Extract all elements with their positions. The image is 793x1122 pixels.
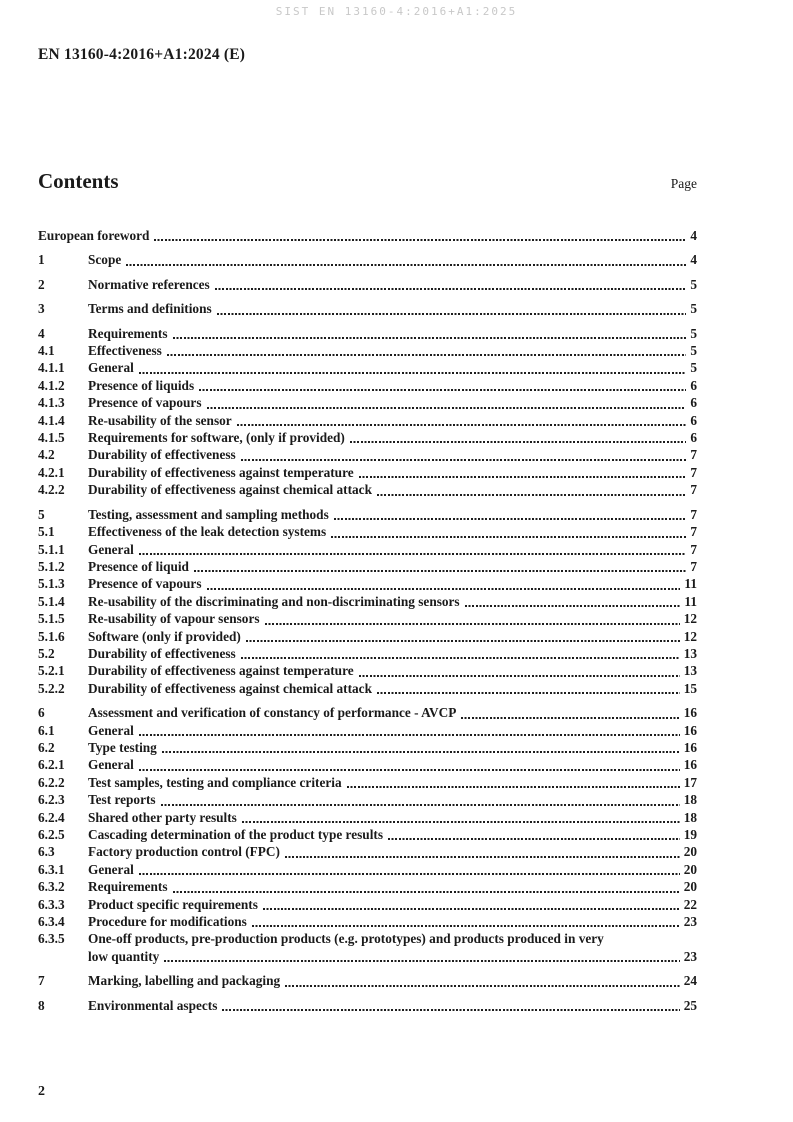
toc-leader-dots <box>139 734 680 736</box>
toc-entry-number: 5.1 <box>38 524 55 540</box>
toc-entry-number: 6.3.3 <box>38 896 65 912</box>
toc-entry-number: 4.1.1 <box>38 360 65 376</box>
toc-leader-dots <box>139 372 687 374</box>
toc-leader-dots <box>461 717 679 719</box>
toc-entry-number: 5.1.6 <box>38 628 65 644</box>
toc-leader-dots <box>217 313 687 315</box>
toc-entry-title: Test reports <box>88 792 156 808</box>
contents-header <box>38 169 697 194</box>
toc-entry-title: Cascading determination of the product type results <box>88 827 383 842</box>
toc-leader-dots <box>246 640 680 642</box>
toc-leader-dots <box>285 985 680 987</box>
toc-entry <box>38 645 697 662</box>
toc-entry-title: European foreword <box>38 228 150 243</box>
toc-entry <box>38 541 697 558</box>
toc-entry-title: Product specific requirements <box>88 896 258 912</box>
toc-entry <box>38 809 697 826</box>
toc-entry-title: Assessment and verification of constancy of performance - AVCP <box>88 705 457 721</box>
toc-entry-page: 25 <box>683 997 697 1013</box>
toc-leader-dots <box>377 692 680 694</box>
toc-entry-number: 6 <box>38 705 45 721</box>
toc-entry <box>38 774 697 791</box>
toc-entry-number: 6.2.4 <box>38 809 65 825</box>
toc-leader-dots <box>241 459 687 461</box>
toc-entry-page: 5 <box>690 276 697 292</box>
toc-entry-page: 23 <box>683 914 697 930</box>
toc-entry <box>38 412 697 429</box>
toc-entry <box>38 791 697 808</box>
toc-entry-page: 12 <box>683 628 697 644</box>
toc-entry-page: 7 <box>690 558 697 574</box>
toc-leader-dots <box>139 873 680 875</box>
toc-entry-page: 17 <box>683 774 697 790</box>
toc-entry-title: Durability of effectiveness <box>88 447 236 463</box>
toc-leader-dots <box>139 769 680 771</box>
toc-entry-page: 5 <box>690 325 697 341</box>
toc-entry <box>38 377 697 394</box>
toc-entry-number: 6.2.5 <box>38 827 65 842</box>
toc-entry-number: 4.1.4 <box>38 412 65 428</box>
toc-entry-page: 16 <box>683 739 697 755</box>
toc-entry <box>38 997 697 1014</box>
toc-entry <box>38 704 697 721</box>
toc-entry <box>38 523 697 540</box>
toc-leader-dots <box>154 239 686 241</box>
toc-entry <box>38 896 697 913</box>
toc-leader-dots <box>162 751 680 753</box>
toc-entry-page: 19 <box>683 827 697 842</box>
toc-entry-title: Re-usability of the discriminating and non-discriminating sensors <box>88 593 460 609</box>
toc-entry-number: 4 <box>38 325 45 341</box>
toc-entry-title: Presence of liquid <box>88 558 189 574</box>
toc-entry <box>38 722 697 739</box>
toc-entry-title: Effectiveness of the leak detection systems <box>88 524 327 540</box>
toc-entry-page: 6 <box>690 412 697 428</box>
toc-entry-number: 6.3 <box>38 844 55 860</box>
toc-entry-page: 4 <box>690 252 697 268</box>
toc-leader-dots <box>167 354 686 356</box>
toc-leader-dots <box>173 891 680 893</box>
toc-entry-title: Scope <box>88 252 122 268</box>
toc-entry-title: Durability of effectiveness against chemical attack <box>88 482 372 498</box>
toc-entry-page: 22 <box>683 896 697 912</box>
toc-leader-dots <box>359 476 687 478</box>
toc-entry <box>38 593 697 610</box>
toc-entry-number: 3 <box>38 301 45 317</box>
toc-entry-title: Testing, assessment and sampling methods <box>88 506 329 522</box>
toc-entry <box>38 913 697 930</box>
toc-entry-title: General <box>88 861 134 877</box>
toc-entry-number: 6.3.2 <box>38 879 65 895</box>
page-column-label: Page <box>670 176 697 191</box>
watermark-header: SIST EN 13160-4:2016+A1:2025 <box>275 5 518 18</box>
toc-leader-dots <box>377 494 686 496</box>
toc-leader-dots <box>388 838 680 840</box>
toc-entry-page: 23 <box>683 948 697 964</box>
toc-entry <box>38 251 697 268</box>
toc-entry-page: 18 <box>683 792 697 808</box>
toc-entry-page: 18 <box>683 809 697 825</box>
toc-entry <box>38 861 697 878</box>
toc-entry-title: Durability of effectiveness against chemical attack <box>88 680 372 696</box>
toc-entry-number: 6.3.4 <box>38 914 65 930</box>
toc-entry-page: 6 <box>690 377 697 393</box>
toc-leader-dots <box>242 821 680 823</box>
toc-entry-title: Presence of vapours <box>88 576 202 592</box>
toc-entry-number: 5 <box>38 506 45 522</box>
toc-leader-dots <box>194 570 686 572</box>
toc-leader-dots <box>215 288 687 290</box>
toc-entry-title: Durability of effectiveness <box>88 645 236 661</box>
toc-entry-page: 20 <box>683 879 697 895</box>
toc-entry <box>38 325 697 342</box>
document-reference: EN 13160-4:2016+A1:2024 (E) <box>38 46 246 63</box>
toc-entry-title: Re-usability of vapour sensors <box>88 611 260 627</box>
toc-entry-number: 4.1.2 <box>38 377 65 393</box>
toc-entry-number: 5.1.2 <box>38 558 65 574</box>
toc-entry <box>38 464 697 481</box>
toc-entry-number: 6.1 <box>38 722 55 738</box>
toc-entry-title: Durability of effectiveness against temperature <box>88 663 354 679</box>
toc-entry-title: One-off products, pre-production products (e.g. prototypes) and products produced in very <box>88 931 604 947</box>
toc-entry-page: 11 <box>684 576 697 592</box>
toc-entry <box>38 359 697 376</box>
toc-entry <box>38 276 697 293</box>
toc-entry-number: 6.2.1 <box>38 757 65 773</box>
toc-entry <box>38 506 697 523</box>
toc-entry-page: 7 <box>690 482 697 498</box>
toc-entry <box>38 227 697 244</box>
toc-entry-page: 11 <box>684 593 697 609</box>
toc-entry-title: Shared other party results <box>88 809 237 825</box>
toc-entry-title: Type testing <box>88 739 157 755</box>
toc-leader-dots <box>285 856 680 858</box>
toc-entry-title: Requirements for software, (only if provided) <box>88 430 345 446</box>
toc-entry-number: 4.1.5 <box>38 430 65 446</box>
toc-leader-dots <box>173 337 687 339</box>
toc-leader-dots <box>331 536 686 538</box>
toc-entry-page: 20 <box>683 844 697 860</box>
toc-entry <box>38 429 697 446</box>
toc-entry-page: 5 <box>690 301 697 317</box>
toc-list <box>38 220 697 1014</box>
toc-entry-title: Factory production control (FPC) <box>88 844 280 860</box>
toc-leader-dots <box>207 588 681 590</box>
toc-entry <box>38 662 697 679</box>
toc-entry <box>38 680 697 697</box>
toc-entry-number: 5.2.1 <box>38 663 65 679</box>
toc-entry-number: 6.2 <box>38 739 55 755</box>
toc-entry-number: 5.1.4 <box>38 593 65 609</box>
toc-entry-page: 16 <box>683 757 697 773</box>
toc-entry <box>38 628 697 645</box>
toc-entry-number: 4.1.3 <box>38 395 65 411</box>
toc-entry <box>38 826 697 843</box>
toc-leader-dots <box>347 786 680 788</box>
toc-entry <box>38 756 697 773</box>
toc-entry-title: Effectiveness <box>88 343 162 359</box>
toc-entry-number: 4.2.1 <box>38 464 65 480</box>
toc-entry-title: Durability of effectiveness against temperature <box>88 464 354 480</box>
toc-leader-dots <box>139 553 687 555</box>
toc-entry-number: 1 <box>38 252 45 268</box>
toc-leader-dots <box>126 264 686 266</box>
toc-entry-page: 7 <box>690 524 697 540</box>
toc-entry-page: 6 <box>690 395 697 411</box>
toc-leader-dots <box>241 657 680 659</box>
contents-heading: Contents <box>38 169 119 193</box>
toc-entry-number: 5.2 <box>38 645 55 661</box>
toc-entry-page: 7 <box>690 464 697 480</box>
toc-entry-title: Environmental aspects <box>88 997 218 1013</box>
toc-entry-title: low quantity <box>88 948 160 964</box>
toc-entry-page: 7 <box>690 447 697 463</box>
toc-entry <box>38 878 697 895</box>
toc-entry-number: 7 <box>38 973 45 989</box>
toc-entry-number: 4.2 <box>38 447 55 463</box>
toc-leader-dots <box>465 605 681 607</box>
toc-leader-dots <box>265 623 680 625</box>
toc-leader-dots <box>350 441 687 443</box>
page-number: 2 <box>38 1084 45 1099</box>
toc-entry <box>38 972 697 989</box>
toc-entry-page: 13 <box>683 645 697 661</box>
toc-entry-number: 4.2.2 <box>38 482 65 498</box>
toc-entry-title: Test samples, testing and compliance criteria <box>88 774 342 790</box>
toc-entry-title: Requirements <box>88 325 168 341</box>
toc-entry <box>38 300 697 317</box>
toc-entry <box>38 610 697 627</box>
toc-entry-title: Software (only if provided) <box>88 628 241 644</box>
toc-entry-page: 24 <box>683 973 697 989</box>
toc-entry-title: Presence of vapours <box>88 395 202 411</box>
toc-entry <box>38 739 697 756</box>
toc-entry-title: Marking, labelling and packaging <box>88 973 281 989</box>
toc-entry <box>38 481 697 498</box>
toc-entry-page: 15 <box>683 680 697 696</box>
toc-entry-page: 6 <box>690 430 697 446</box>
toc-entry-number: 6.2.3 <box>38 792 65 808</box>
toc-leader-dots <box>263 908 680 910</box>
toc-entry-number: 8 <box>38 997 45 1013</box>
toc-entry-title: Normative references <box>88 276 210 292</box>
toc-entry-page: 16 <box>683 722 697 738</box>
toc-entry-title: Requirements <box>88 879 168 895</box>
toc-entry-title: General <box>88 360 134 376</box>
toc-entry-title: Procedure for modifications <box>88 914 247 930</box>
toc-entry-page: 5 <box>690 343 697 359</box>
toc-leader-dots <box>252 925 680 927</box>
toc-entry-page: 20 <box>683 861 697 877</box>
toc-entry <box>38 843 697 860</box>
toc-leader-dots <box>199 389 686 391</box>
toc-entry-number: 5.1.1 <box>38 541 65 557</box>
toc-entry-page: 7 <box>690 506 697 522</box>
toc-entry-page: 5 <box>690 360 697 376</box>
toc-entry-title: Re-usability of the sensor <box>88 412 232 428</box>
toc-leader-dots <box>359 675 680 677</box>
toc-entry <box>38 446 697 463</box>
toc-entry-number: 2 <box>38 276 45 292</box>
toc-entry <box>38 930 697 965</box>
toc-leader-dots <box>207 407 687 409</box>
toc-entry-number: 6.3.5 <box>38 931 65 947</box>
toc-entry-title: General <box>88 722 134 738</box>
toc-entry-page: 16 <box>683 705 697 721</box>
toc-entry <box>38 575 697 592</box>
toc-leader-dots <box>222 1009 679 1011</box>
toc-entry-page: 4 <box>690 228 697 243</box>
toc-entry-title: Presence of liquids <box>88 377 195 393</box>
toc-entry-page: 12 <box>683 611 697 627</box>
toc-entry-number: 4.1 <box>38 343 55 359</box>
toc-leader-dots <box>237 424 687 426</box>
toc-entry <box>38 558 697 575</box>
toc-entry-title: Terms and definitions <box>88 301 212 317</box>
toc-entry-number: 5.1.3 <box>38 576 65 592</box>
toc-leader-dots <box>334 518 687 520</box>
toc-entry <box>38 342 697 359</box>
toc-entry-title: General <box>88 541 134 557</box>
toc-entry-title: General <box>88 757 134 773</box>
toc-entry-page: 13 <box>683 663 697 679</box>
toc-leader-dots <box>161 804 680 806</box>
toc-entry-number: 5.1.5 <box>38 611 65 627</box>
toc-entry-number: 6.3.1 <box>38 861 65 877</box>
toc-leader-dots <box>164 960 679 962</box>
toc-entry-number: 5.2.2 <box>38 680 65 696</box>
toc-entry-number: 6.2.2 <box>38 774 65 790</box>
toc-entry-page: 7 <box>690 541 697 557</box>
toc-entry <box>38 394 697 411</box>
